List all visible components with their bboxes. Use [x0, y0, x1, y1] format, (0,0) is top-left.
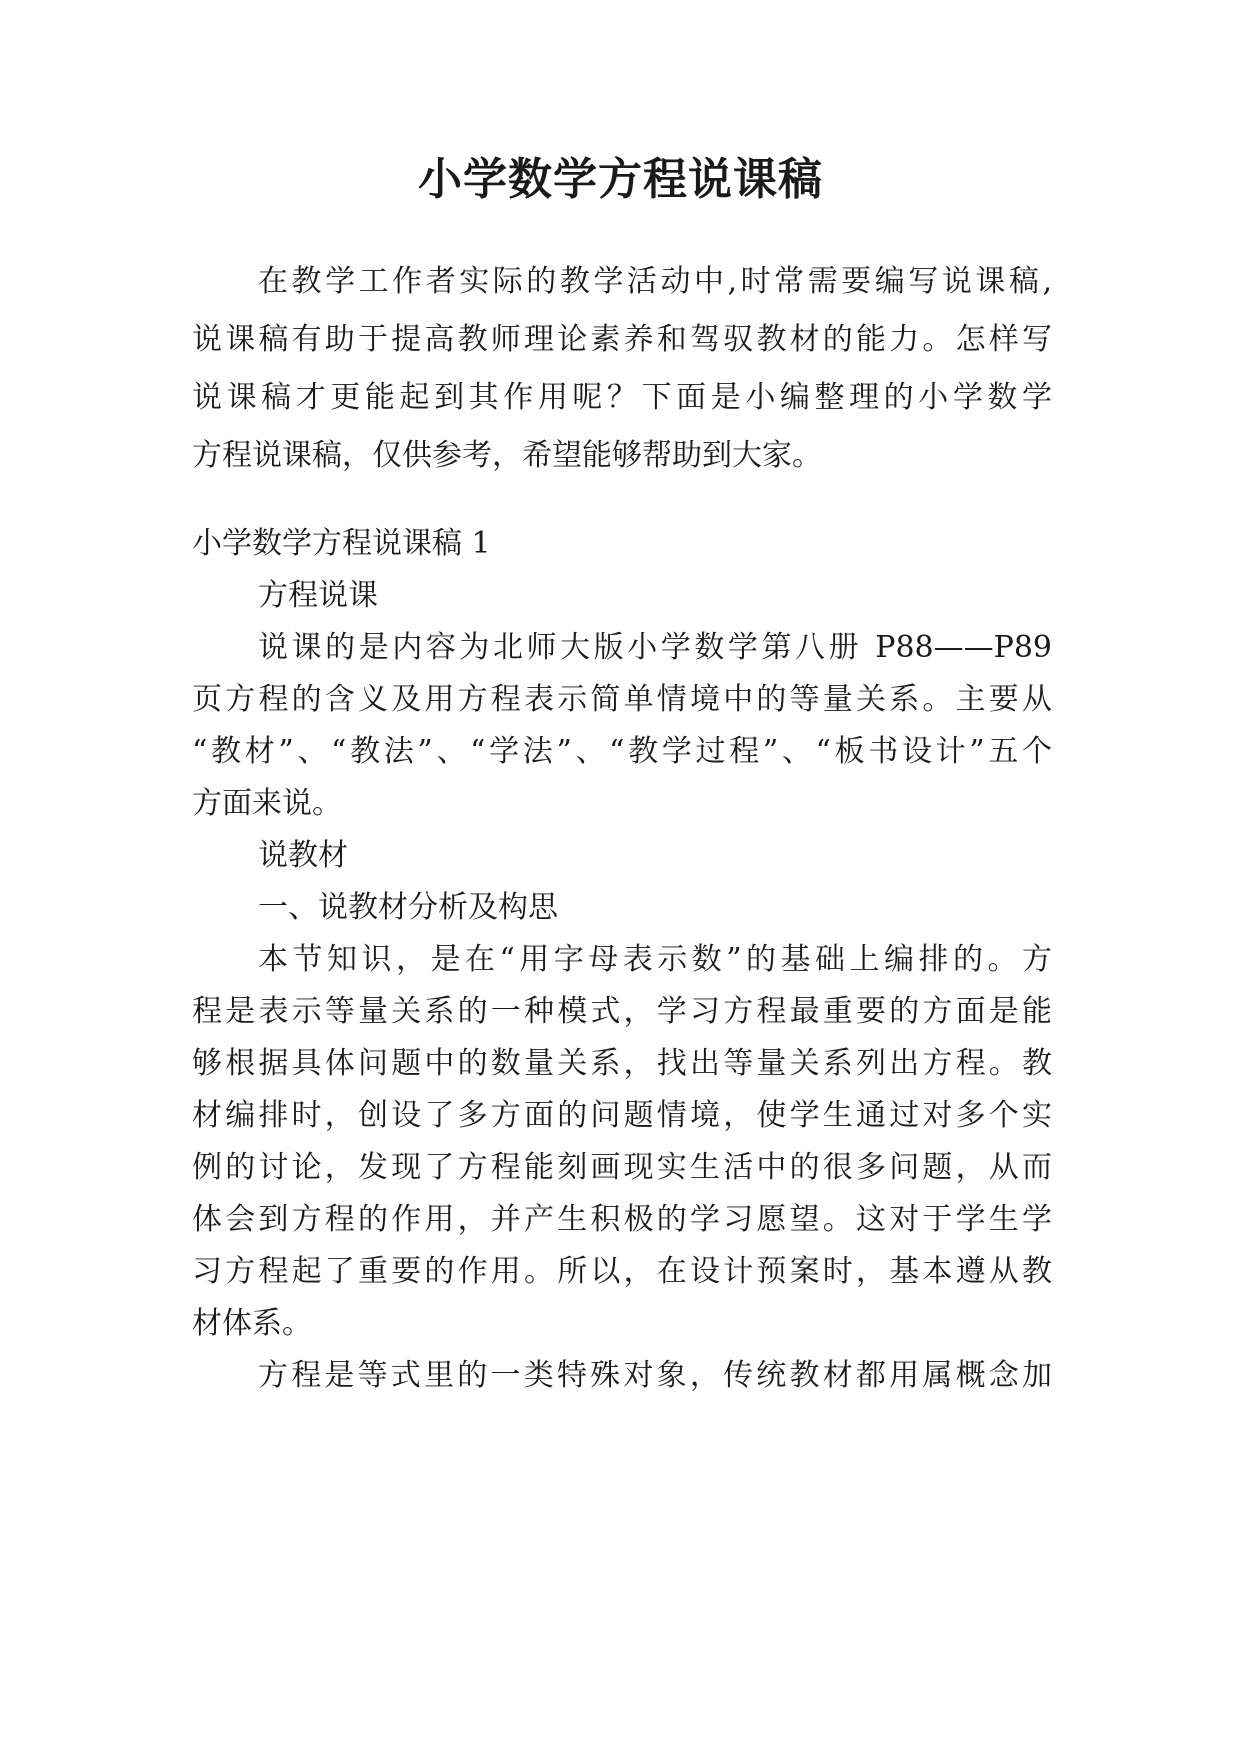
subheading-analysis: 一、说教材分析及构思: [258, 890, 558, 925]
intro-line-4: 方程说课稿，仅供参考，希望能够帮助到大家。: [192, 438, 822, 473]
subheading-jiaocai: 说教材: [258, 838, 348, 873]
body-line: 方面来说。: [192, 786, 342, 821]
body-line: 材体系。: [192, 1306, 312, 1341]
body-line: 方程是等式里的一类特殊对象，传统教材都用属概念加: [258, 1358, 1052, 1393]
subheading-fangcheng: 方程说课: [258, 578, 378, 613]
section-heading: 小学数学方程说课稿 1: [192, 526, 491, 561]
intro-line-1: 在教学工作者实际的教学活动中,时常需要编写说课稿,: [258, 264, 1052, 299]
intro-line-2: 说课稿有助于提高教师理论素养和驾驭教材的能力。怎样写: [192, 322, 1052, 357]
body-line: 习方程起了重要的作用。所以，在设计预案时，基本遵从教: [192, 1254, 1052, 1289]
body-line: 程是表示等量关系的一种模式，学习方程最重要的方面是能: [192, 994, 1052, 1029]
document-title: 小学数学方程说课稿: [418, 154, 823, 205]
body-line: 本节知识，是在“用字母表示数”的基础上编排的。方: [258, 942, 1052, 977]
body-line: 够根据具体问题中的数量关系，找出等量关系列出方程。教: [192, 1046, 1052, 1081]
body-line: “教材”、“教法”、“学法”、“教学过程”、“板书设计”五个: [192, 734, 1052, 769]
body-line: 页方程的含义及用方程表示简单情境中的等量关系。主要从: [192, 682, 1052, 717]
body-line: 材编排时，创设了多方面的问题情境，使学生通过对多个实: [192, 1098, 1052, 1133]
intro-line-3: 说课稿才更能起到其作用呢？下面是小编整理的小学数学: [192, 380, 1052, 415]
body-line: 说课的是内容为北师大版小学数学第八册 P88——P89: [258, 630, 1052, 665]
body-line: 体会到方程的作用，并产生积极的学习愿望。这对于学生学: [192, 1202, 1052, 1237]
body-line: 例的讨论，发现了方程能刻画现实生活中的很多问题，从而: [192, 1150, 1052, 1185]
